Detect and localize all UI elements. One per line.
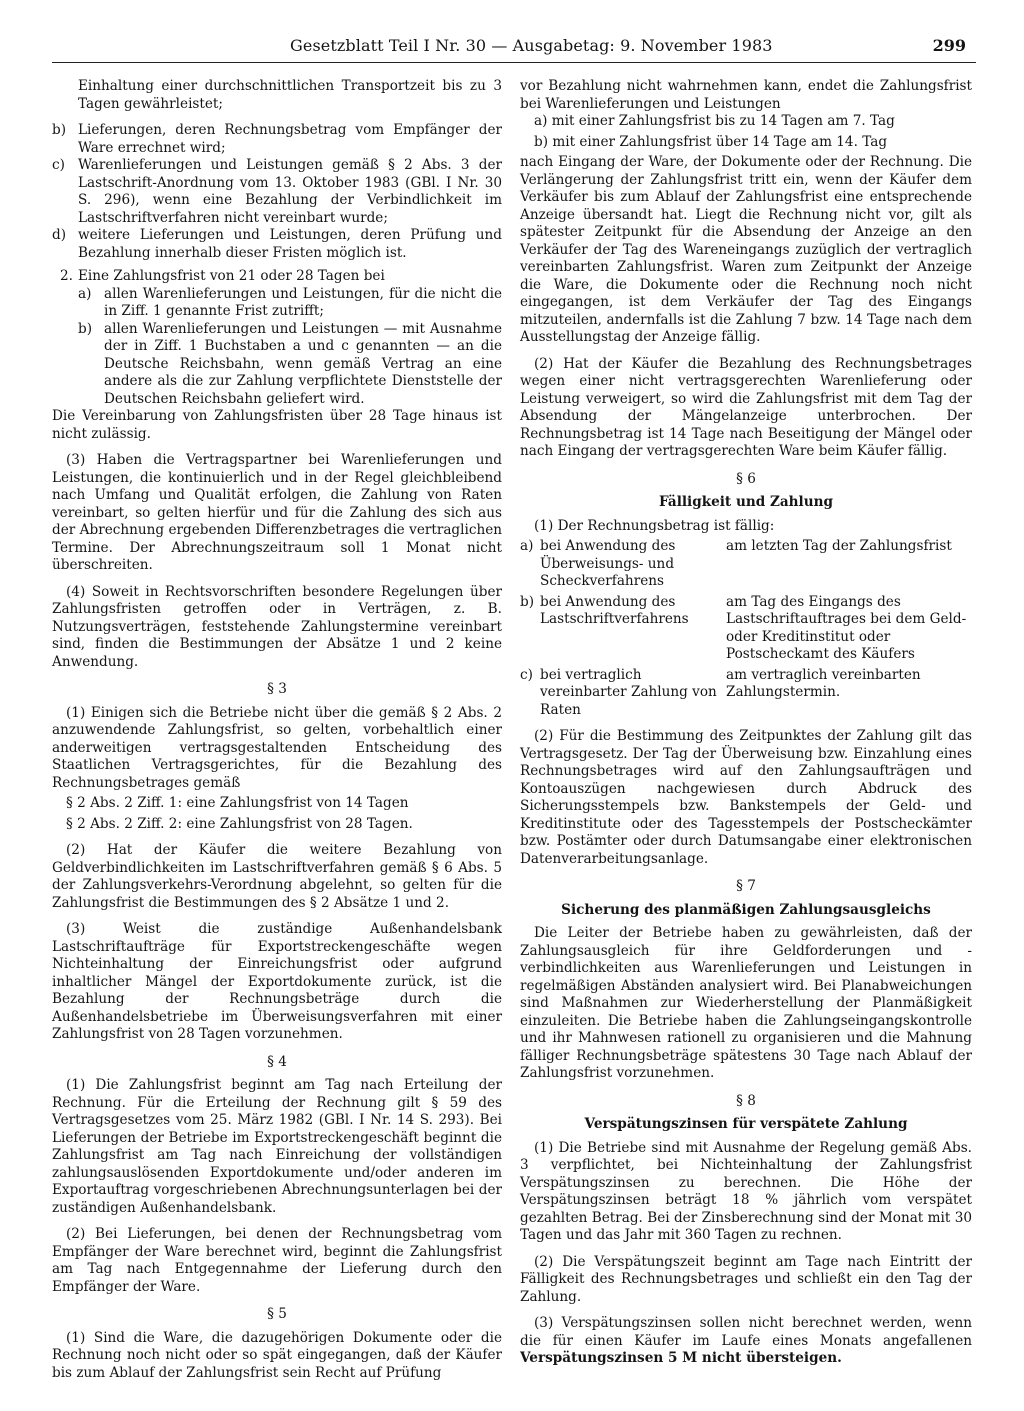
paragraph: (1) Sind die Ware, die dazugehörigen Dokumente oder die Rechnung noch nicht oder so spät eingegangen, daß der Käufer bis zum Ablauf der Zahlungsfrist sein Recht auf Prüfung — [52, 1329, 502, 1381]
section-heading: § 3 — [267, 681, 287, 697]
deadline-line: § 2 Abs. 2 Ziff. 2: eine Zahlungsfrist von 28 Tagen. — [66, 815, 413, 832]
row-due-date: am Tag des Eingangs des Lastschriftauftrages bei dem Geld- oder Kreditinstitut oder Postscheckamt des Käufers — [726, 593, 967, 662]
paragraph: Die Vereinbarung von Zahlungsfristen über 28 Tage hinaus ist nicht zulässig. — [52, 408, 502, 442]
continuation-text: vor Bezahlung nicht wahrnehmen kann, endet die Zahlungsfrist bei Warenlieferungen und Leistungen — [520, 78, 972, 112]
row-due-date: am vertraglich vereinbarten Zahlungstermin. — [726, 666, 921, 700]
list-item — [78, 286, 502, 321]
paragraph: nach Eingang der Ware, der Dokumente oder der Rechnung. Die Verlängerung der Zahlungsfrist tritt ein, wenn der Käufer dem Verkäufer bis zum Ablauf der Zahlungsfrist eine entsprechende Anzeige übersandt hat. Liegt die Rechnung nicht vor, gilt als spätester Zeitpunkt für die Absendung der Anzeige an den Verkäufer der Tag des Wareneingangs zuzüglich der vertraglich vereinbarten Zahlungsfrist. Waren zum Zeitpunkt der Anzeige die Ware, die Dokumente oder die Rechnung noch nicht eingegangen, ist dem Verkäufer der Tag des Eingangs mitzuteilen, andernfalls ist die Zahlung 7 bzw. 14 Tage nach dem Ausstellungstag der Anzeige fällig. — [520, 154, 972, 345]
paragraph: (1) Einigen sich die Betriebe nicht über die gemäß § 2 Abs. 2 anzuwendende Zahlungsfrist, so gelten, vorbehaltlich einer anderweitigen vertragsgestaltenden Entscheidung des Staatlichen Vertragsgerichtes, für die Bezahlung des Rechnungsbetrages gemäß — [52, 704, 502, 791]
item-text: allen Warenlieferungen und Leistungen — mit Ausnahme der in Ziff. 1 Buchstaben a und c genannten — an die Deutsche Reichsbahn, wenn gemäß Vertrag an eine andere als die zur Zahlung verpflichtete Dienststelle der Deutschen Reichsbahn geliefert wird. — [104, 320, 502, 407]
paragraph: Die Leiter der Betriebe haben zu gewährleisten, daß der Zahlungsausgleich für ihre Geldforderungen und -verbindlichkeiten aus Warenlieferungen und Leistungen in regelmäßigen Abständen analysiert wird. Bei Planabweichungen sind Maßnahmen zur Wiederherstellung der Planmäßigkeit einzuleiten. Die Betriebe haben die Zahlungseingangskontrolle und ihr Mahnwesen rationell zu organisieren und die Mahnung fälliger Rechnungsbeträge spätestens 30 Tage nach Ablauf der Zahlungsfrist vorzunehmen. — [520, 925, 972, 1081]
list-item — [52, 227, 502, 262]
paragraph — [520, 1315, 972, 1368]
list-item — [52, 122, 502, 157]
header-rule — [52, 62, 976, 63]
paragraph-lead: (3) Verspätungszinsen sollen nicht berechnet werden, wenn die für einen Käufer im Laufe eines Monats angefallenen — [520, 1315, 972, 1349]
row-label: c) — [520, 666, 533, 683]
paragraph: (2) Die Verspätungszeit beginnt am Tage nach Eintritt der Fälligkeit des Rechnungsbetrages und schließt ein den Tag der Zahlung. — [520, 1253, 972, 1305]
item-number: 2. — [60, 268, 73, 284]
item-text: weitere Lieferungen und Leistungen, deren Prüfung und Bezahlung innerhalb dieser Fristen möglich ist. — [78, 227, 502, 261]
item-label: d) — [52, 227, 67, 243]
continuation-text: Einhaltung einer durchschnittlichen Transportzeit bis zu 3 Tagen gewährleistet; — [78, 78, 502, 112]
paragraph: (3) Weist die zuständige Außenhandelsbank Lastschriftaufträge für Exportstreckengeschäfte wegen Nichteinhaltung der Einreichungsfrist oder aufgrund inhaltlicher Mängel der Exportdokumente zurück, ist die Bezahlung der Rechnungsbeträge durch die Außenhandelsbetriebe im Überweisungsverfahren mit einer Zahlungsfrist von 28 Tagen vorzunehmen. — [52, 921, 502, 1042]
item-text: Lieferungen, deren Rechnungsbetrag vom Empfänger der Ware errechnet wird; — [78, 122, 502, 156]
item-text: Warenlieferungen und Leistungen gemäß § 2 Abs. 3 der Lastschrift-Anordnung vom 13. Oktober 1983 (GBl. I Nr. 30 S. 296), wenn eine Bezahlung der Verbindlichkeit im Lastschriftverfahren nicht vereinbart wurde; — [78, 157, 502, 226]
paragraph: (2) Bei Lieferungen, bei denen der Rechnungsbetrag vom Empfänger der Ware berechnet wird, beginnt die Zahlungsfrist am Tag nach Entgegennahme der Lieferung durch den Empfänger der Ware. — [52, 1226, 502, 1295]
paragraph: (2) Hat der Käufer die Bezahlung des Rechnungsbetrages wegen einer nicht vertragsgerechten Warenlieferung oder Leistung verweigert, so wird die Zahlungsfrist mit dem Tag der Absendung der Mängelanzeige unterbrochen. Der Rechnungsbetrag ist 14 Tage nach Beseitigung der Mängel oder nach Eingang der vertragsgerechten Ware beim Käufer fällig. — [520, 355, 972, 459]
paragraph: (2) Hat der Käufer die weitere Bezahlung von Geldverbindlichkeiten im Lastschriftverfahren gemäß § 6 Abs. 5 der Zahlungsverkehrs-Verordnung abgelehnt, so gelten für die Zahlungsfrist die Bestimmungen des § 2 Absätze 1 und 2. — [52, 842, 502, 911]
deadline-line: b) mit einer Zahlungsfrist über 14 Tage am 14. Tag — [534, 133, 888, 150]
row-condition: bei Anwendung des Lastschriftverfahrens — [540, 593, 689, 627]
row-label: b) — [520, 593, 535, 610]
table-row — [520, 594, 972, 664]
deadline-line: § 2 Abs. 2 Ziff. 1: eine Zahlungsfrist von 14 Tagen — [66, 795, 409, 811]
item-label: a) — [78, 285, 92, 302]
item-text: Eine Zahlungsfrist von 21 oder 28 Tagen bei — [78, 268, 385, 284]
paragraph: (1) Die Betriebe sind mit Ausnahme der Regelung gemäß Abs. 3 verpflichtet, bei Nichteinhaltung der Zahlungsfrist Verspätungszinsen zu berechnen. Die Höhe der Verspätungszinsen beträgt 18 % jährlich vom verspätet gezahlten Betrag. Bei der Zinsberechnung sind der Monat mit 30 Tagen und das Jahr mit 360 Tagen zu rechnen. — [520, 1139, 972, 1243]
section-heading: § 5 — [267, 1306, 287, 1322]
row-label: a) — [520, 538, 534, 554]
paragraph-bold-end: Verspätungszinsen 5 M nicht übersteigen. — [520, 1350, 842, 1366]
paragraph: (1) Die Zahlungsfrist beginnt am Tag nach Erteilung der Rechnung. Für die Erteilung der Rechnung gilt § 59 des Vertragsgesetzes vom 25. März 1982 (GBl. I Nr. 14 S. 293). Bei Lieferungen der Betriebe im Exportstreckengeschäft beginnt die Zahlungsfrist am Tag nach Einreichung der vollständigen zahlungsauslösenden Exportdokumente und/oder anderen im Exportauftrag vorgeschriebenen Abrechnungsunterlagen bei der zuständigen Außenhandelsbank. — [52, 1077, 502, 1216]
row-condition: bei Anwendung des Überweisungs- und Scheckverfahrens — [540, 538, 676, 589]
right-column — [520, 78, 972, 1377]
section-title: Fälligkeit und Zahlung — [658, 494, 833, 510]
numbered-item — [52, 268, 502, 286]
table-row — [520, 667, 972, 720]
list-item — [78, 321, 502, 409]
section-title: Verspätungszinsen für verspätete Zahlung — [584, 1116, 908, 1132]
header-title: Gesetzblatt Teil I Nr. 30 — Ausgabetag: 9. November 1983 — [290, 36, 773, 55]
section-heading: § 8 — [736, 1092, 756, 1109]
paragraph: (2) Für die Bestimmung des Zeitpunktes der Zahlung gilt das Vertragsgesetz. Der Tag der Überweisung bzw. Einzahlung eines Rechnungsbetrages wird auf den Zahlungsaufträgen und Kontoauszügen nachgewiesen durch Abdruck des Sicherungsstempels bzw. Bankstempels der Geld- und Kreditinstitute oder des Tagesstempels der Postscheckämter bzw. Postämter oder durch Datumsangabe einer elektronischen Datenverarbeitungsanlage. — [520, 728, 972, 867]
paragraph: (4) Soweit in Rechtsvorschriften besondere Regelungen über Zahlungsfristen getroffen oder in Verträgen, z. B. Nutzungsverträgen, feststehende Zahlungstermine vereinbart sind, finden die Bestimmungen der Absätze 1 und 2 keine Anwendung. — [52, 583, 502, 670]
item-text: allen Warenlieferungen und Leistungen, für die nicht die in Ziff. 1 genannte Frist zutrifft; — [104, 285, 502, 319]
page-number: 299 — [932, 36, 966, 55]
section-heading: § 6 — [736, 470, 756, 487]
row-due-date: am letzten Tag der Zahlungsfrist — [726, 538, 952, 554]
section-heading: § 4 — [267, 1053, 287, 1070]
row-condition: bei vertraglich vereinbarter Zahlung von Raten — [540, 666, 717, 718]
item-label: b) — [78, 320, 93, 337]
page-header — [52, 36, 966, 60]
deadline-line: a) mit einer Zahlungsfrist bis zu 14 Tagen am 7. Tag — [534, 113, 895, 129]
left-column — [52, 78, 502, 1391]
table-row — [520, 538, 972, 591]
paragraph: (1) Der Rechnungsbetrag ist fällig: — [534, 517, 775, 534]
section-heading: § 7 — [736, 878, 756, 894]
item-label: b) — [52, 122, 67, 138]
list-item — [52, 157, 502, 227]
section-title: Sicherung des planmäßigen Zahlungsausgleichs — [561, 901, 931, 918]
paragraph: (3) Haben die Vertragspartner bei Warenlieferungen und Leistungen, die kontinuierlich und in der Regel gleichbleibend nach Umfang und Qualität erfolgen, die Zahlung von Raten vereinbart, so gelten hierfür und für die Zahlung des sich aus der Abrechnung ergebenden Differenzbetrages die vertraglichen Termine. Der Abrechnungszeitraum soll 1 Monat nicht überschreiten. — [52, 452, 502, 573]
item-label: c) — [52, 157, 65, 173]
